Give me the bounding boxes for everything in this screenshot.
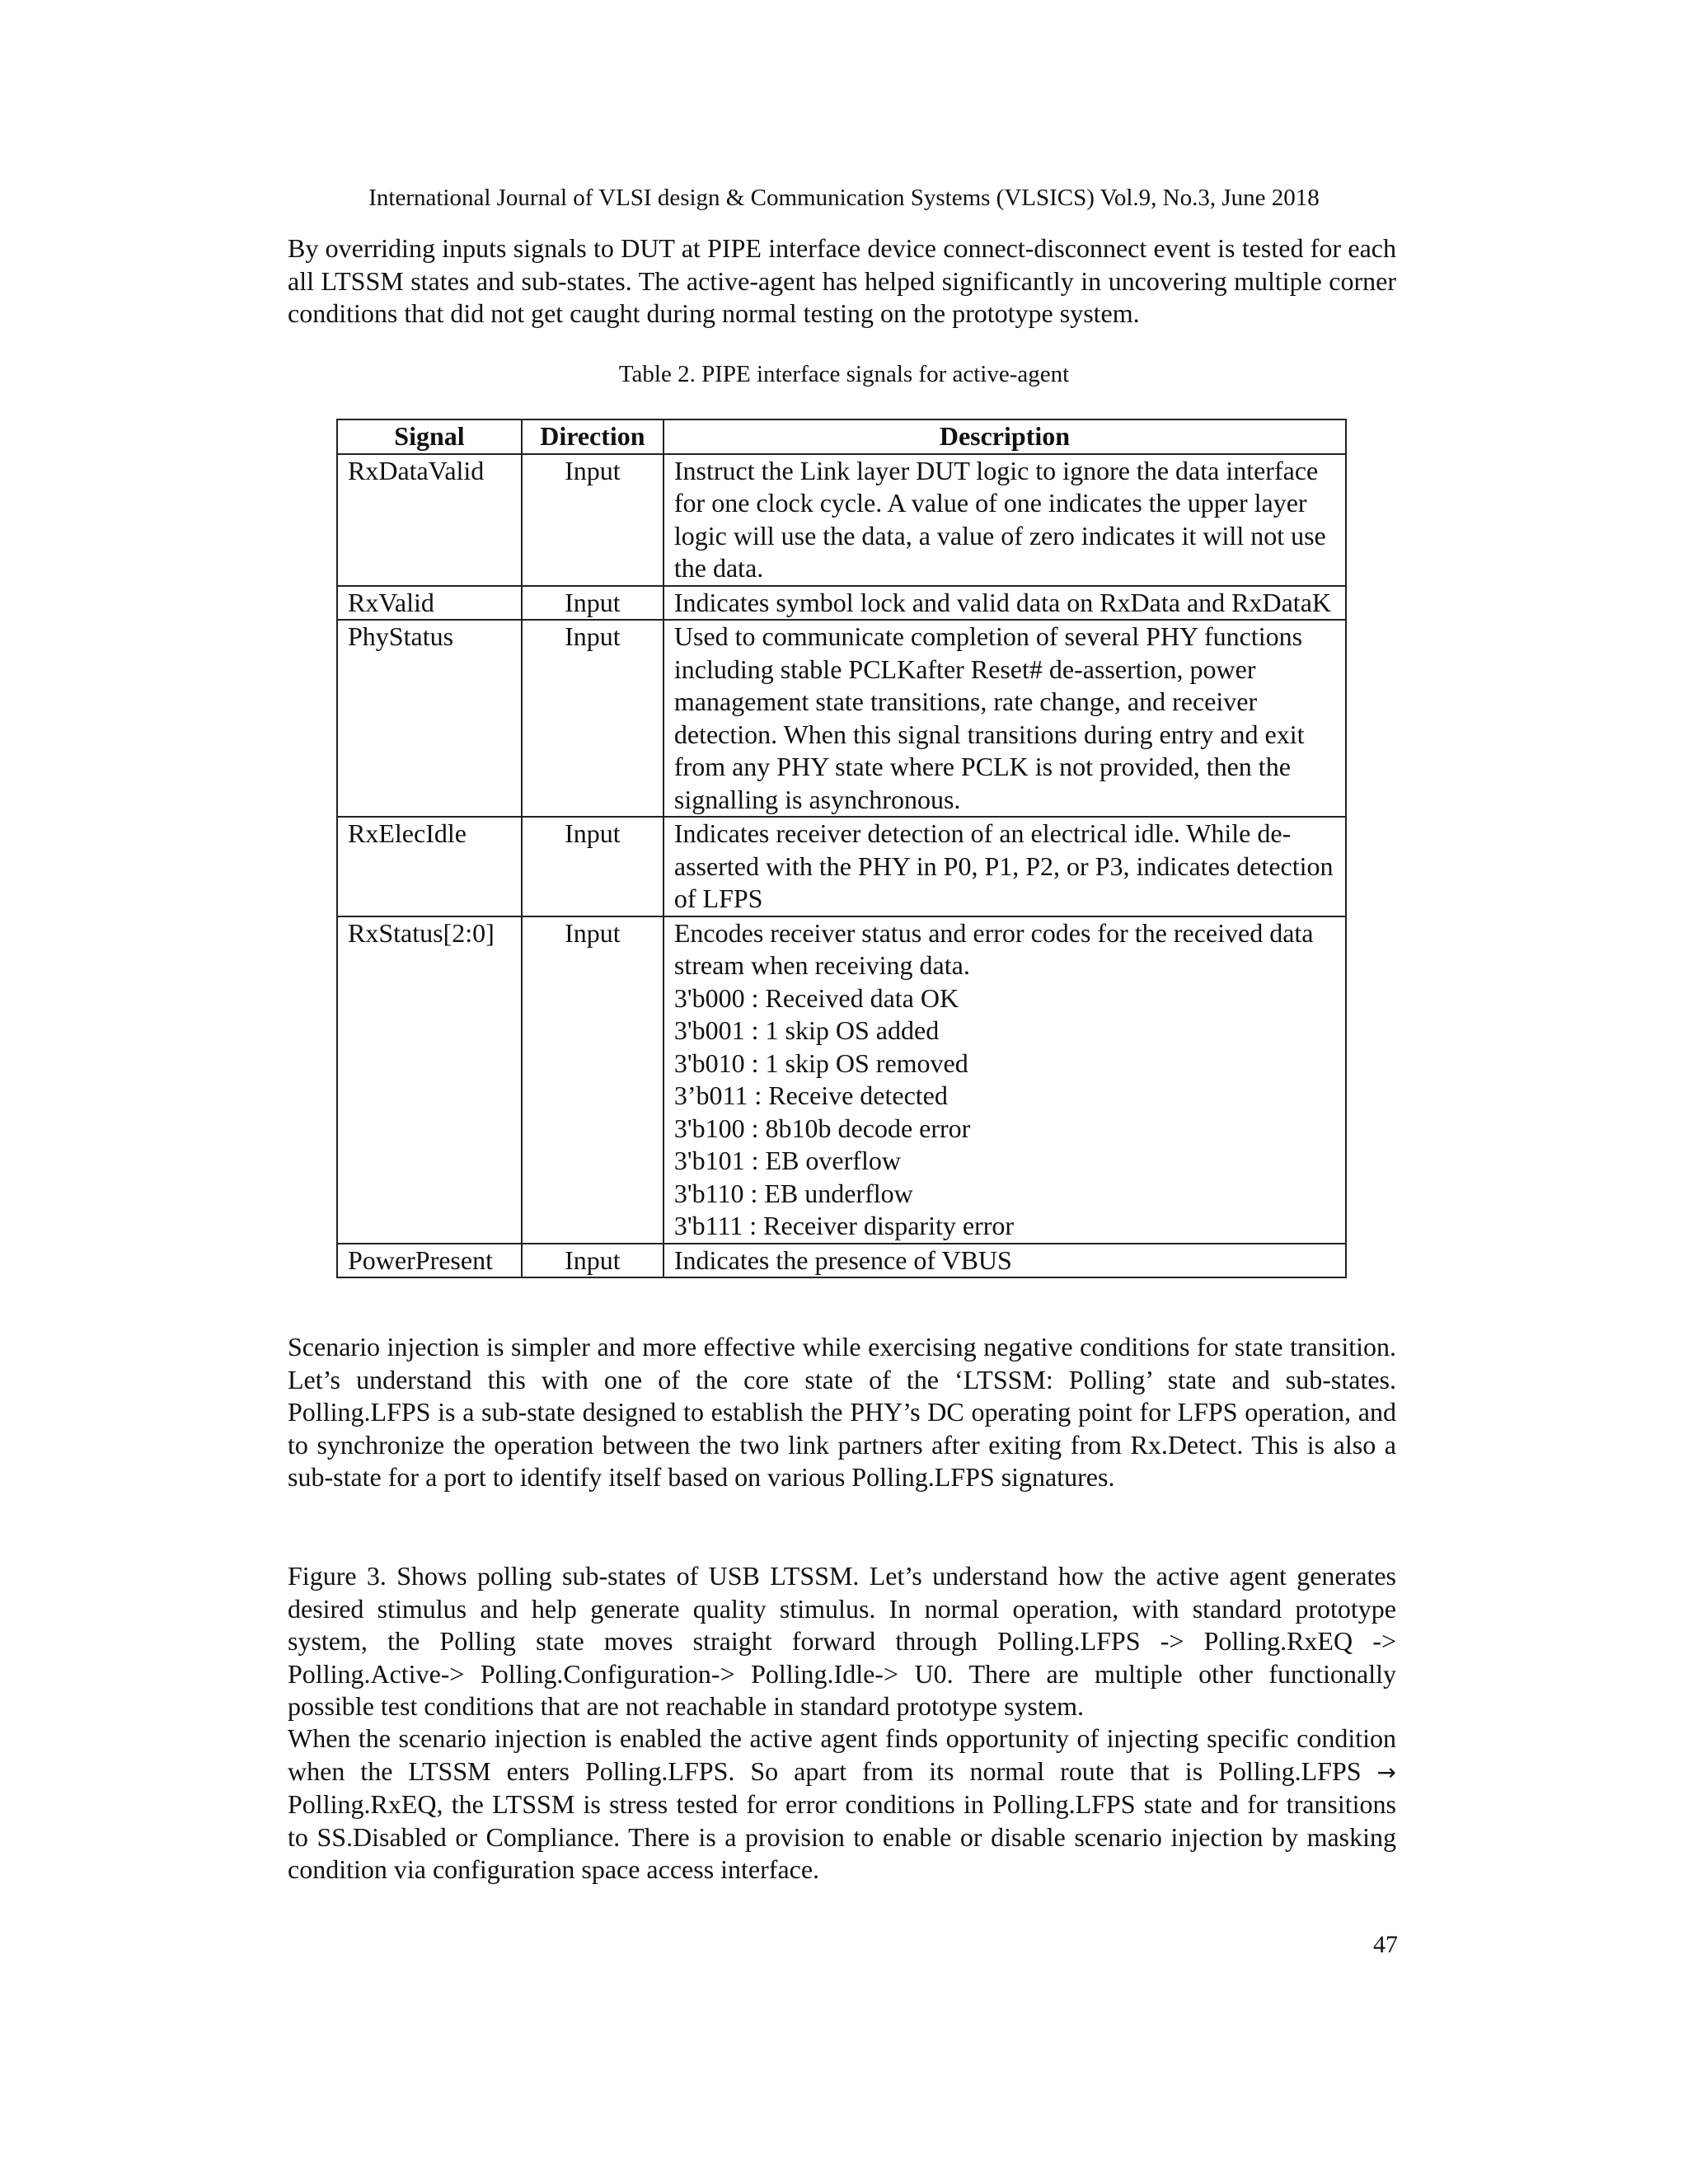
injection-text-start: When the scenario injection is enabled the active agent finds opportunity of injecting specific condition when the LTSSM enters Polling.LFPS. So apart from its normal route that is Polling.LFPS — [288, 1723, 1396, 1786]
description-cell — [663, 454, 1346, 586]
description-cell — [663, 1244, 1346, 1278]
column-header-description: Description — [663, 419, 1346, 454]
table-row — [337, 817, 1346, 916]
description-line: 3'b100 : 8b10b decode error — [673, 1113, 971, 1143]
description-line: Used to communicate completion of several PHY functions including stable PCLKafter Reset# de-assertion, power management state transitions, rate change, and receiver detection. When this signal transitions during entry and exit from any PHY state where PCLK is not provided, then the signalling is asynchronous. — [673, 621, 1305, 814]
description-line: Indicates the presence of VBUS — [673, 1244, 1012, 1275]
injection-text-end: Polling.RxEQ, the LTSSM is stress tested for error conditions in Polling.LFPS state and for transitions to SS.Disabled or Compliance. There is a provision to enable or disable scenario injection by masking condition via configuration space access interface. — [288, 1789, 1396, 1884]
table-header-row — [337, 419, 1346, 454]
table-row — [337, 586, 1346, 621]
table-row — [337, 916, 1346, 1244]
direction-cell: Input — [522, 817, 663, 916]
page-number: 47 — [1373, 1931, 1398, 1958]
pipe-signals-table — [336, 419, 1347, 1278]
scenario-paragraph: Scenario injection is simpler and more effective while exercising negative conditions for state transition. Let’s understand this with one of the core state of the ‘LTSSM: Polling’ state and sub-states. Polling.LFPS is a sub-state designed to establish the PHY’s DC operating point for LFPS operation, and to synchronize the operation between the two link partners after exiting from Rx.Detect. This is also a sub-state for a port to identify itself based on various Polling.LFPS signatures. — [288, 1332, 1396, 1492]
column-header-direction: Direction — [522, 419, 663, 454]
intro-paragraph: By overriding inputs signals to DUT at PIPE interface device connect-disconnect event is tested for each all LTSSM states and sub-states. The active-agent has helped significantly in uncovering multiple corner conditions that did not get caught during normal testing on the prototype system. — [288, 233, 1396, 328]
signal-cell: RxDataValid — [337, 454, 522, 586]
table-caption: Table 2. PIPE interface signals for active-agent — [618, 361, 1070, 387]
direction-cell: Input — [522, 1244, 663, 1278]
signal-cell: PowerPresent — [337, 1244, 522, 1278]
description-line: Indicates receiver detection of an electrical idle. While de-asserted with the PHY in P0, P1, P2, or P3, indicates detection of LFPS — [673, 818, 1334, 913]
description-line: 3'b010 : 1 skip OS removed — [673, 1047, 968, 1078]
signal-cell: RxStatus[2:0] — [337, 916, 522, 1244]
table-row — [337, 620, 1346, 817]
description-line: 3’b011 : Receive detected — [673, 1080, 948, 1110]
description-line: 3'b001 : 1 skip OS added — [673, 1015, 940, 1045]
right-arrow-icon: → — [1376, 1758, 1396, 1786]
running-header: International Journal of VLSI design & Communication Systems (VLSICS) Vol.9, No.3, June 2018 — [368, 185, 1320, 211]
description-line: Instruct the Link layer DUT logic to ignore the data interface for one clock cycle. A value of one indicates the upper layer logic will use the data, a value of zero indicates it will not use the data. — [673, 455, 1326, 583]
description-line: 3'b000 : Received data OK — [673, 982, 959, 1013]
description-line: Indicates symbol lock and valid data on RxData and RxDataK — [673, 587, 1331, 617]
description-line: Encodes receiver status and error codes for the received data stream when receiving data. — [673, 917, 1314, 980]
description-cell — [663, 620, 1346, 817]
column-header-signal: Signal — [337, 419, 522, 454]
description-line: 3'b101 : EB overflow — [673, 1146, 901, 1175]
table-row — [337, 454, 1346, 586]
description-line: 3'b111 : Receiver disparity error — [673, 1211, 1015, 1240]
description-cell — [663, 817, 1346, 916]
description-line: 3'b110 : EB underflow — [673, 1178, 913, 1208]
direction-cell: Input — [522, 620, 663, 817]
injection-paragraph — [288, 1722, 1396, 1886]
signal-cell: PhyStatus — [337, 620, 522, 817]
description-cell — [663, 916, 1346, 1244]
signal-cell: RxElecIdle — [337, 817, 522, 916]
description-cell — [663, 586, 1346, 621]
direction-cell: Input — [522, 916, 663, 1244]
signal-cell: RxValid — [337, 586, 522, 621]
table-row — [337, 1244, 1346, 1278]
table-body — [337, 454, 1346, 1278]
figure3-paragraph: Figure 3. Shows polling sub-states of USB LTSSM. Let’s understand how the active agent generates desired stimulus and help generate quality stimulus. In normal operation, with standard prototype system, the Polling state moves straight forward through Polling.LFPS -> Polling.RxEQ -> Polling.Active-> Polling.Configuration-> Polling.Idle-> U0. There are multiple other functionally possible test conditions that are not reachable in standard prototype system. — [288, 1561, 1396, 1721]
direction-cell: Input — [522, 454, 663, 586]
direction-cell: Input — [522, 586, 663, 621]
